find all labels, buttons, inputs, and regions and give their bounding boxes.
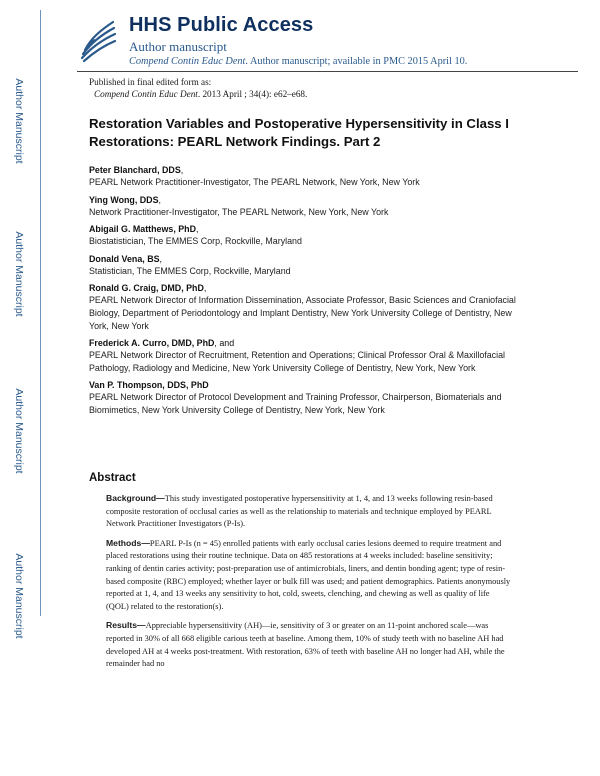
journal-name: Compend Contin Educ Dent <box>129 56 246 67</box>
author-affiliation: PEARL Network Director of Recruitment, Retention and Operations; Clinical Professor Oral & Maxillofacial Pathology, Radiology and Medicine, New York University College of Dentistry, New York, New York <box>89 350 505 373</box>
header-rule <box>77 71 578 72</box>
author-affiliation: Biostatistician, The EMMES Corp, Rockville, Maryland <box>89 236 302 247</box>
citation-journal: Compend Contin Educ Dent <box>94 89 198 99</box>
author-entry <box>89 194 519 219</box>
sidebar-divider <box>40 10 41 616</box>
author-entry <box>89 337 519 374</box>
author-suffix: , <box>159 253 162 264</box>
availability-text: . Author manuscript; available in PMC 2015 April 10. <box>245 56 468 67</box>
author-suffix: , and <box>214 338 235 349</box>
author-name: Van P. Thompson, DDS, PhD <box>89 380 209 391</box>
author-entry <box>89 379 519 416</box>
sidebar-label-3: Author Manuscript <box>13 388 25 474</box>
author-name: Ronald G. Craig, DMD, PhD <box>89 283 204 294</box>
sidebar <box>0 0 38 776</box>
journal-availability-line <box>129 56 467 67</box>
author-name: Frederick A. Curro, DMD, PhD <box>89 338 215 349</box>
author-affiliation: PEARL Network Director of Information Dissemination, Associate Professor, Basic Sciences and Craniofacial Biology, Department of Periodontology and Implant Dentistry, New York University College of Dentistry, New York, New York <box>89 295 516 331</box>
citation <box>89 88 307 100</box>
abstract-section-label: Methods— <box>106 537 150 548</box>
author-name: Abigail G. Matthews, PhD <box>89 224 197 235</box>
abstract-section-text: PEARL P-Is (n = 45) enrolled patients with early occlusal caries lesions deemed to require treatment and placed restorations using their routine technique. Data on 485 restorations at 4 weeks included: baseline sensitivity; ranking of dentin caries activity; post-preparation use of antimicrobials, liners, and dentin bonding agent; type of resin-based composite (RBC) employed; whether layer or bulk fill was used; and patient demographics. Patients anonymously reported at 1, 4, and 13 weeks any sensitivity to hot, cold, sweets, clenching, and chewing as well as quality of life (QOL) related to the restoration(s). <box>106 538 511 611</box>
author-suffix: , <box>180 165 184 175</box>
abstract-section-text: Appreciable hypersensitivity (AH)—ie, sensitivity of 3 or greater on an 11-point anchored scale—was reported in 30% of all 668 eligible carious teeth at baseline. Among them, 10% of study teeth with no baseline AH had developed AH at 4 weeks post-treatment. With restoration, 63% of teeth with baseline AH no longer had AH, while the remainder had no <box>106 621 505 669</box>
publication-info <box>89 76 307 100</box>
author-suffix: , <box>158 194 161 205</box>
author-suffix: , <box>196 224 199 235</box>
abstract-section-label: Results— <box>106 620 146 631</box>
author-suffix: , <box>203 283 207 294</box>
author-name: Donald Vena, BS <box>89 253 160 264</box>
abstract-background <box>106 492 514 531</box>
author-list <box>89 164 519 422</box>
author-entry <box>89 282 519 332</box>
sidebar-label-1: Author Manuscript <box>13 78 25 164</box>
hhs-eagle-logo-icon <box>77 16 119 64</box>
citation-details: . 2013 April ; 34(4): e62–e68. <box>197 89 308 99</box>
author-manuscript-label: Author manuscript <box>129 39 227 54</box>
author-name: Peter Blanchard, DDS <box>89 165 181 175</box>
abstract-results <box>106 619 514 670</box>
published-in-label: Published in final edited form as: <box>89 77 212 87</box>
sidebar-label-4: Author Manuscript <box>13 553 25 639</box>
abstract-section-text: This study investigated postoperative hypersensitivity at 1, 4, and 13 weeks following resin-based composite restoration of occlusal caries as well as the relationship to materials and technique employed by PEARL Network Practitioner Investigators (P-Is). <box>106 494 493 529</box>
abstract-section-label: Background— <box>106 493 165 503</box>
sidebar-label-2: Author Manuscript <box>13 231 25 317</box>
header <box>77 14 580 70</box>
abstract-methods <box>106 537 514 614</box>
author-name: Ying Wong, DDS <box>89 194 159 205</box>
author-affiliation: PEARL Network Practitioner-Investigator, The PEARL Network, New York, New York <box>89 177 420 187</box>
article-title: Restoration Variables and Postoperative Hypersensitivity in Class I Restorations: PEARL Network Findings. Part 2 <box>89 116 509 149</box>
author-entry <box>89 164 519 189</box>
abstract-body <box>106 492 514 677</box>
hhs-public-access-title: HHS Public Access <box>129 14 314 36</box>
author-affiliation: Network Practitioner-Investigator, The PEARL Network, New York, New York <box>89 206 389 217</box>
author-affiliation: PEARL Network Director of Protocol Development and Training Professor, Chairperson, Biomaterials and Biomimetics, New York University College of Dentistry, New York, New York <box>89 392 502 415</box>
abstract-heading: Abstract <box>89 472 136 484</box>
author-entry <box>89 223 519 248</box>
author-affiliation: Statistician, The EMMES Corp, Rockville, Maryland <box>89 265 291 276</box>
author-entry <box>89 253 519 278</box>
